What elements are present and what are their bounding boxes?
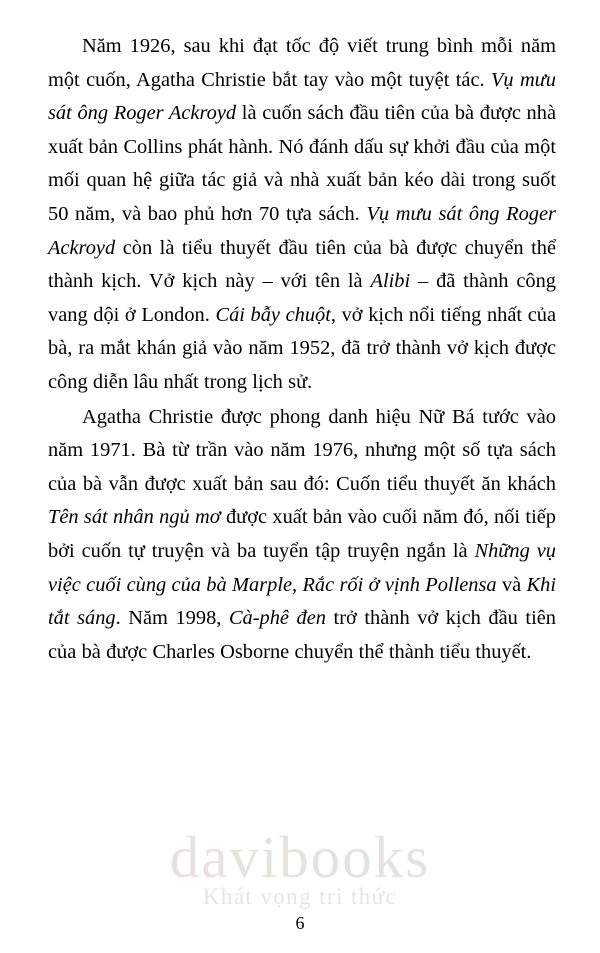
watermark-sub-text: Khát vọng tri thức <box>202 884 398 909</box>
body-text <box>48 30 556 669</box>
paragraph: Năm 1926, sau khi đạt tốc độ viết trung bình mỗi năm một cuốn, Agatha Christie bắt tay vào một tuyệt tác. Vụ mưu sát ông Roger Ackroyd là cuốn sách đầu tiên của bà được nhà xuất bản Collins phát hành. Nó đánh dấu sự khởi đầu của một mối quan hệ giữa tác giả và nhà xuất bản kéo dài trong suốt 50 năm, và bao phủ hơn 70 tựa sách. Vụ mưu sát ông Roger Ackroyd còn là tiểu thuyết đầu tiên của bà được chuyển thể thành kịch. Vở kịch này – với tên là Alibi – đã thành công vang dội ở London. Cái bẫy chuột, vở kịch nổi tiếng nhất của bà, ra mắt khán giả vào năm 1952, đã trở thành vở kịch được công diễn lâu nhất trong lịch sử. <box>48 35 557 393</box>
page-number: 6 <box>295 913 305 933</box>
watermark-main-text: davibooks <box>169 824 431 890</box>
watermark <box>0 826 600 910</box>
paragraph: Agatha Christie được phong danh hiệu Nữ Bá tước vào năm 1971. Bà từ trần vào năm 1976, nhưng một số tựa sách của bà vẫn được xuất bản sau đó: Cuốn tiểu thuyết ăn khách Tên sát nhân ngủ mơ được xuất bản vào cuối năm đó, nối tiếp bởi cuốn tự truyện và ba tuyển tập truyện ngắn là Những vụ việc cuối cùng của bà Marple, Rắc rối ở vịnh Pollensa và Khi tắt sáng. Năm 1998, Cà-phê đen trở thành vở kịch đầu tiên của bà được Charles Osborne chuyển thể thành tiểu thuyết. <box>48 405 556 663</box>
